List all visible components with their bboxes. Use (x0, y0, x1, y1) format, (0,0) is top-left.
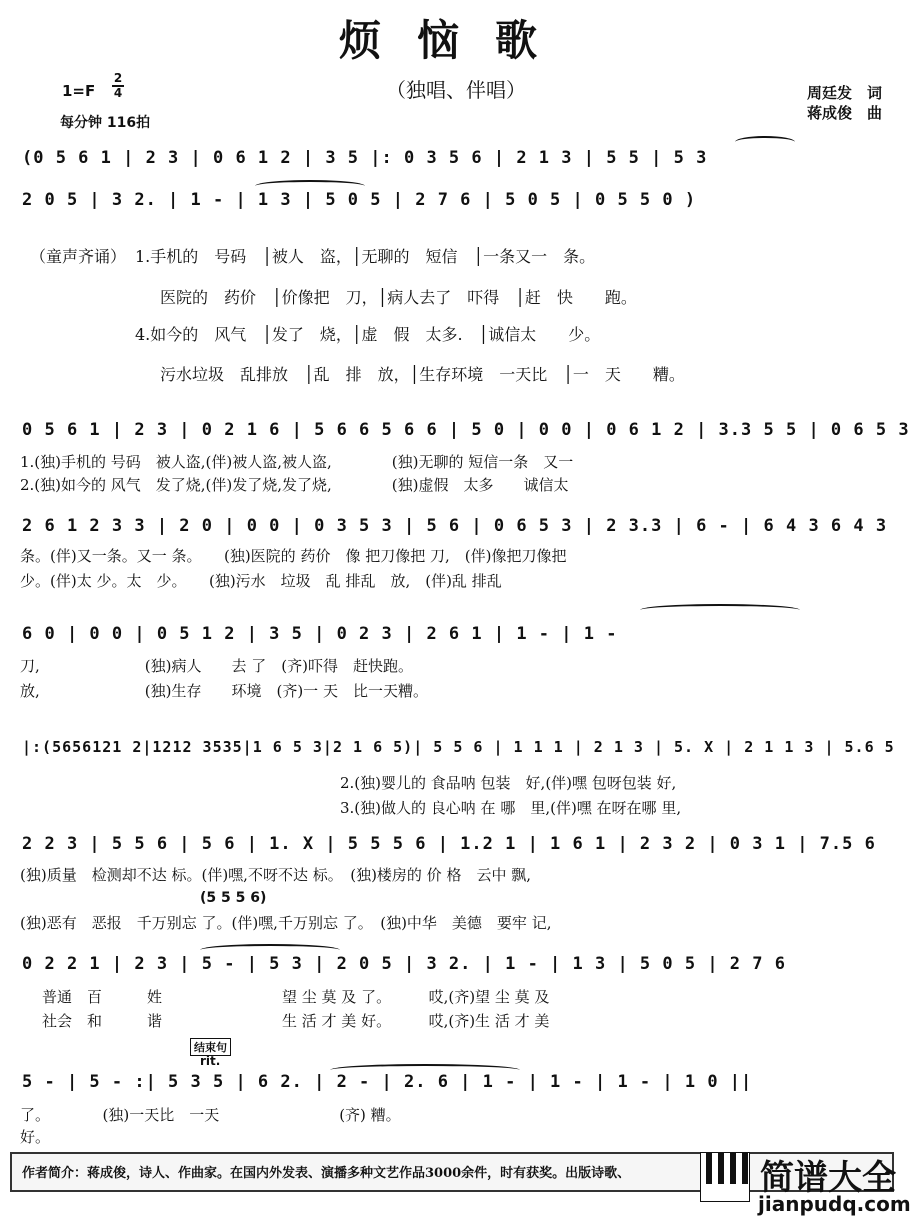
lyric-verse2-line4: 2.(独)婴儿的 食品呐 包装 好,(伴)嘿 包呀包装 好, (340, 774, 677, 792)
piano-keys-icon (700, 1152, 750, 1202)
score-line-4: 2 6 1 2 3 3 | 2 0 | 0 0 | 0 3 5 3 | 5 6 | 0 6 5 3 | 2 3.3 | 6 - | 6 4 3 6 4 3 (22, 516, 888, 536)
lyric-verse2-line3: 放, (独)生存 环境 (齐)一 天 比一天糟。 (20, 682, 428, 700)
score-line-8: 0 2 2 1 | 2 3 | 5 - | 5 3 | 2 0 5 | 3 2. | 1 - | 1 3 | 5 0 5 | 2 7 6 (22, 954, 786, 974)
lyric-verse3-line7: 好。 (20, 1128, 51, 1146)
recitation-line-2: 医院的 药价 │价像把 刀，│病人去了 吓得 │赶 快 跑。 (160, 288, 637, 307)
score-line-9: 5 - | 5 - :| 5 3 5 | 6 2. | 2 - | 2. 6 | 1 - | 1 - | 1 - | 1 0 || (22, 1072, 753, 1092)
rit-marking: rit. (200, 1054, 221, 1068)
lyric-verse2-line1: 2.(独)如今的 风气 发了烧,(伴)发了烧,发了烧, (独)虚假 太多 诚信太 (20, 476, 569, 494)
key-signature: 1=F (62, 82, 96, 100)
slur-mark (735, 136, 795, 148)
lyric-verse1-line2: 条。(伴)又一条。又一 条。 (独)医院的 药价 像 把刀像把 刀, (伴)像把刀像把 (20, 547, 567, 565)
lyric-verse2-line5: (独)质量 检测却不达 标。(伴)嘿,不呀不达 标。 (独)楼房的 价 格 云中 飘, (20, 866, 531, 884)
lyricist-credit: 周廷发 词 (806, 84, 882, 102)
ending-label: 结束句 (190, 1038, 231, 1056)
composer-credit: 蒋成俊 曲 (806, 104, 882, 122)
score-line-5: 6 0 | 0 0 | 0 5 1 2 | 3 5 | 0 2 3 | 2 6 1 | 1 - | 1 - (22, 624, 618, 644)
score-line-6: |:(5656121 2|1212 3535|1 6 5 3|2 1 6 5)| 5 5 6 | 1 1 1 | 2 1 3 | 5. X | 2 1 1 3 | 5.6 5 (22, 738, 895, 756)
score-line-2: 2 0 5 | 3 2. | 1 - | 1 3 | 5 0 5 | 2 7 6 | 5 0 5 | 0 5 5 0 ) (22, 190, 697, 210)
recitation-line-1: 1.手机的 号码 │被人 盗，│无聊的 短信 │一条又一 条。 (135, 247, 596, 266)
score-line-3: 0 5 6 1 | 2 3 | 0 2 1 6 | 5 6 6 5 6 6 | 5 0 | 0 0 | 0 6 1 2 | 3.3 5 5 | 0 6 5 3 (22, 420, 910, 440)
recitation-label: （童声齐诵） (30, 247, 127, 266)
tempo-marking: 每分钟 116拍 (60, 115, 151, 131)
slur-mark (330, 1064, 520, 1076)
time-signature-top: 2 (113, 71, 123, 85)
time-signature (112, 72, 124, 100)
slur-mark (200, 944, 340, 956)
song-subtitle: （独唱、伴唱） (386, 78, 526, 102)
site-url: jianpudq.com (758, 1192, 911, 1216)
slur-mark (640, 604, 800, 616)
slur-mark (255, 180, 365, 192)
score-line-7: 2 2 3 | 5 5 6 | 5 6 | 1. X | 5 5 5 6 | 1.2 1 | 1 6 1 | 2 3 2 | 0 3 1 | 7.5 6 (22, 834, 876, 854)
score-line-1: (0 5 6 1 | 2 3 | 0 6 1 2 | 3 5 |: 0 3 5 6 | 2 1 3 | 5 5 | 5 3 (22, 148, 708, 168)
site-logo-text: 简谱大全 (760, 1158, 896, 1198)
lyric-verse3-line4: 3.(独)做人的 良心呐 在 哪 里,(伴)嘿 在呀在哪 里, (340, 799, 682, 817)
time-signature-bottom: 4 (113, 86, 123, 100)
author-bio: 作者简介：蒋成俊，诗人、作曲家。在国内外发表、演播多种文艺作品3000余件，时有获奖。出版诗歌、 (22, 1166, 631, 1181)
lyric-verse2-line6: 普通 百 姓 望 尘 莫 及 了。 哎,(齐)望 尘 莫 及 (42, 988, 550, 1006)
lyric-verse1-line1: 1.(独)手机的 号码 被人盗,(伴)被人盗,被人盗, (独)无聊的 短信一条 又一 (20, 453, 574, 471)
recitation-line-4: 污水垃圾 乱排放 │乱 排 放，│生存环境 一天比 │一 天 糟。 (160, 365, 685, 384)
lyric-verse1-line3: 刀, (独)病人 去 了 (齐)吓得 赶快跑。 (20, 657, 413, 675)
lyric-verse2-line7: 了。 (独)一天比 一天 (齐) 糟。 (20, 1106, 401, 1124)
song-title: 烦恼歌 (338, 16, 573, 65)
recitation-line-3: 4.如今的 风气 │发了 烧，│虚 假 太多. │诚信太 少。 (135, 325, 601, 344)
annotation-5556: (5 5 5 6) (200, 890, 267, 906)
lyric-verse3-line5: (独)恶有 恶报 千万别忘 了。(伴)嘿,千万别忘 了。 (独)中华 美德 要牢 记, (20, 914, 552, 932)
lyric-verse2-line2: 少。(伴)太 少。太 少。 (独)污水 垃圾 乱 排乱 放, (伴)乱 排乱 (20, 572, 502, 590)
lyric-verse3-line6: 社会 和 谐 生 活 才 美 好。 哎,(齐)生 活 才 美 (42, 1012, 550, 1030)
